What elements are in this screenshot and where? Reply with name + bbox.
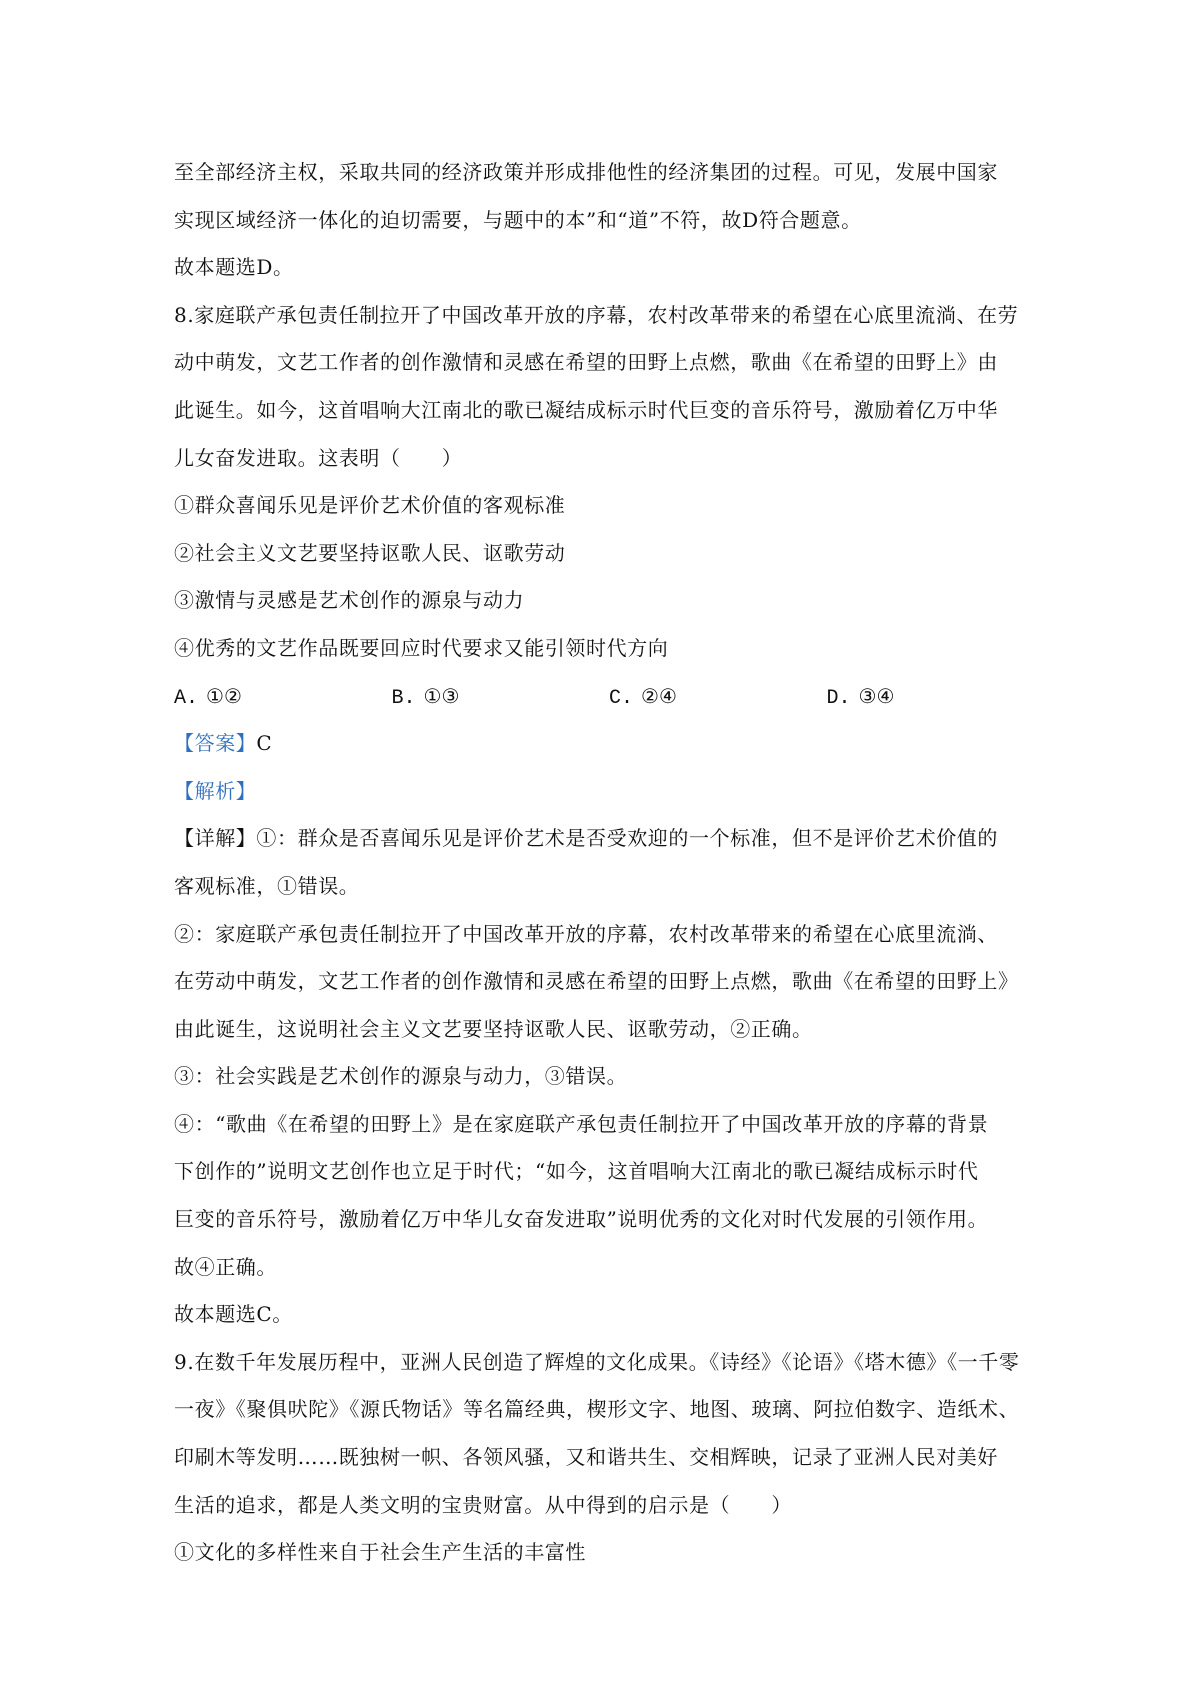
option-letter: D.	[826, 686, 851, 710]
option-text: ③④	[858, 683, 895, 708]
question-stem-line: 此诞生。如今，这首唱响大江南北的歌已凝结成标示时代巨变的音乐符号，激励着亿万中华	[174, 397, 998, 422]
answer-tag: 【答案】	[174, 731, 257, 756]
explanation-line: 故④正确。	[174, 1254, 277, 1279]
statement: ②社会主义文艺要坚持讴歌人民、讴歌劳动	[174, 540, 566, 565]
text-line: 至全部经济主权，采取共同的经济政策并形成排他性的经济集团的过程。可见，发展中国家	[174, 160, 998, 184]
question-8	[174, 292, 1044, 1339]
question-stem-line: 动中萌发，文艺工作者的创作激情和灵感在希望的田野上点燃，歌曲《在希望的田野上》由	[174, 350, 998, 375]
explanation-line: 客观标准，①错误。	[174, 873, 360, 898]
explanation-line: 由此诞生，这说明社会主义文艺要坚持讴歌人民、讴歌劳动，②正确。	[174, 1016, 813, 1041]
question-stem-line: 8.家庭联产承包责任制拉开了中国改革开放的序幕，农村改革带来的希望在心底里流淌、在劳	[174, 302, 1019, 327]
statement: ③激情与灵感是艺术创作的源泉与动力	[174, 588, 525, 613]
explanation-line: 故本题选C。	[174, 1302, 293, 1327]
option-text: ②④	[641, 683, 677, 708]
option-b	[392, 673, 610, 721]
question-stem-line: 印刷木等发明……既独树一帜、各领风骚，又和谐共生、交相辉映，记录了亚洲人民对美好	[174, 1445, 998, 1470]
option-text: ①③	[423, 683, 460, 708]
explanation-line: 在劳动中萌发，文艺工作者的创作激情和灵感在希望的田野上点燃，歌曲《在希望的田野上》	[174, 969, 1019, 994]
explanation-line: ③：社会实践是艺术创作的源泉与动力，③错误。	[174, 1064, 628, 1089]
document-page	[174, 149, 1044, 1577]
text-line: 实现区域经济一体化的迫切需要，与题中的本”和“道”不符，故D符合题意。	[174, 207, 862, 232]
answer-line	[174, 720, 1044, 768]
answer-options	[174, 673, 1044, 721]
question-stem-line: 生活的追求，都是人类文明的宝贵财富。从中得到的启示是（ ）	[174, 1492, 792, 1517]
answer-value: C	[256, 731, 273, 756]
option-letter: A.	[174, 686, 199, 710]
explanation-line: ②：家庭联产承包责任制拉开了中国改革开放的序幕，农村改革带来的希望在心底里流淌、	[174, 921, 998, 946]
question-stem-line: 一夜》《聚俱吠陀》《源氏物话》等名篇经典，楔形文字、地图、玻璃、阿拉伯数字、造纸术、	[174, 1397, 1020, 1422]
explanation-line: ④：“歌曲《在希望的田野上》是在家庭联产承包责任制拉开了中国改革开放的序幕的背景	[174, 1111, 989, 1136]
statement: ①文化的多样性来自于社会生产生活的丰富性	[174, 1540, 586, 1565]
option-d	[827, 673, 1045, 721]
option-letter: C.	[609, 686, 634, 710]
text-line: 故本题选D。	[174, 255, 294, 280]
analysis-line	[174, 768, 1044, 816]
explanation-line: 巨变的音乐符号，激励着亿万中华儿女奋发进取”说明优秀的文化对时代发展的引领作用。	[174, 1207, 989, 1232]
explanation-line: 【详解】①：群众是否喜闻乐见是评价艺术是否受欢迎的一个标准，但不是评价艺术价值的	[174, 826, 998, 851]
analysis-tag: 【解析】	[174, 778, 257, 803]
question-stem-line: 9.在数千年发展历程中，亚洲人民创造了辉煌的文化成果。《诗经》《论语》《塔木德》《一千零	[174, 1349, 1020, 1374]
statement: ①群众喜闻乐见是评价艺术价值的客观标准	[174, 493, 566, 518]
prev-question-tail	[174, 149, 1044, 292]
option-c	[609, 673, 827, 721]
option-a	[174, 673, 392, 721]
question-9	[174, 1339, 1044, 1577]
question-stem-line: 儿女奋发进取。这表明（ ）	[174, 445, 463, 470]
explanation-line: 下创作的”说明文艺创作也立足于时代；“如今，这首唱响大江南北的歌已凝结成标示时代	[174, 1159, 979, 1184]
statement: ④优秀的文艺作品既要回应时代要求又能引领时代方向	[174, 635, 669, 660]
option-letter: B.	[391, 686, 416, 710]
option-text: ①②	[206, 683, 242, 708]
